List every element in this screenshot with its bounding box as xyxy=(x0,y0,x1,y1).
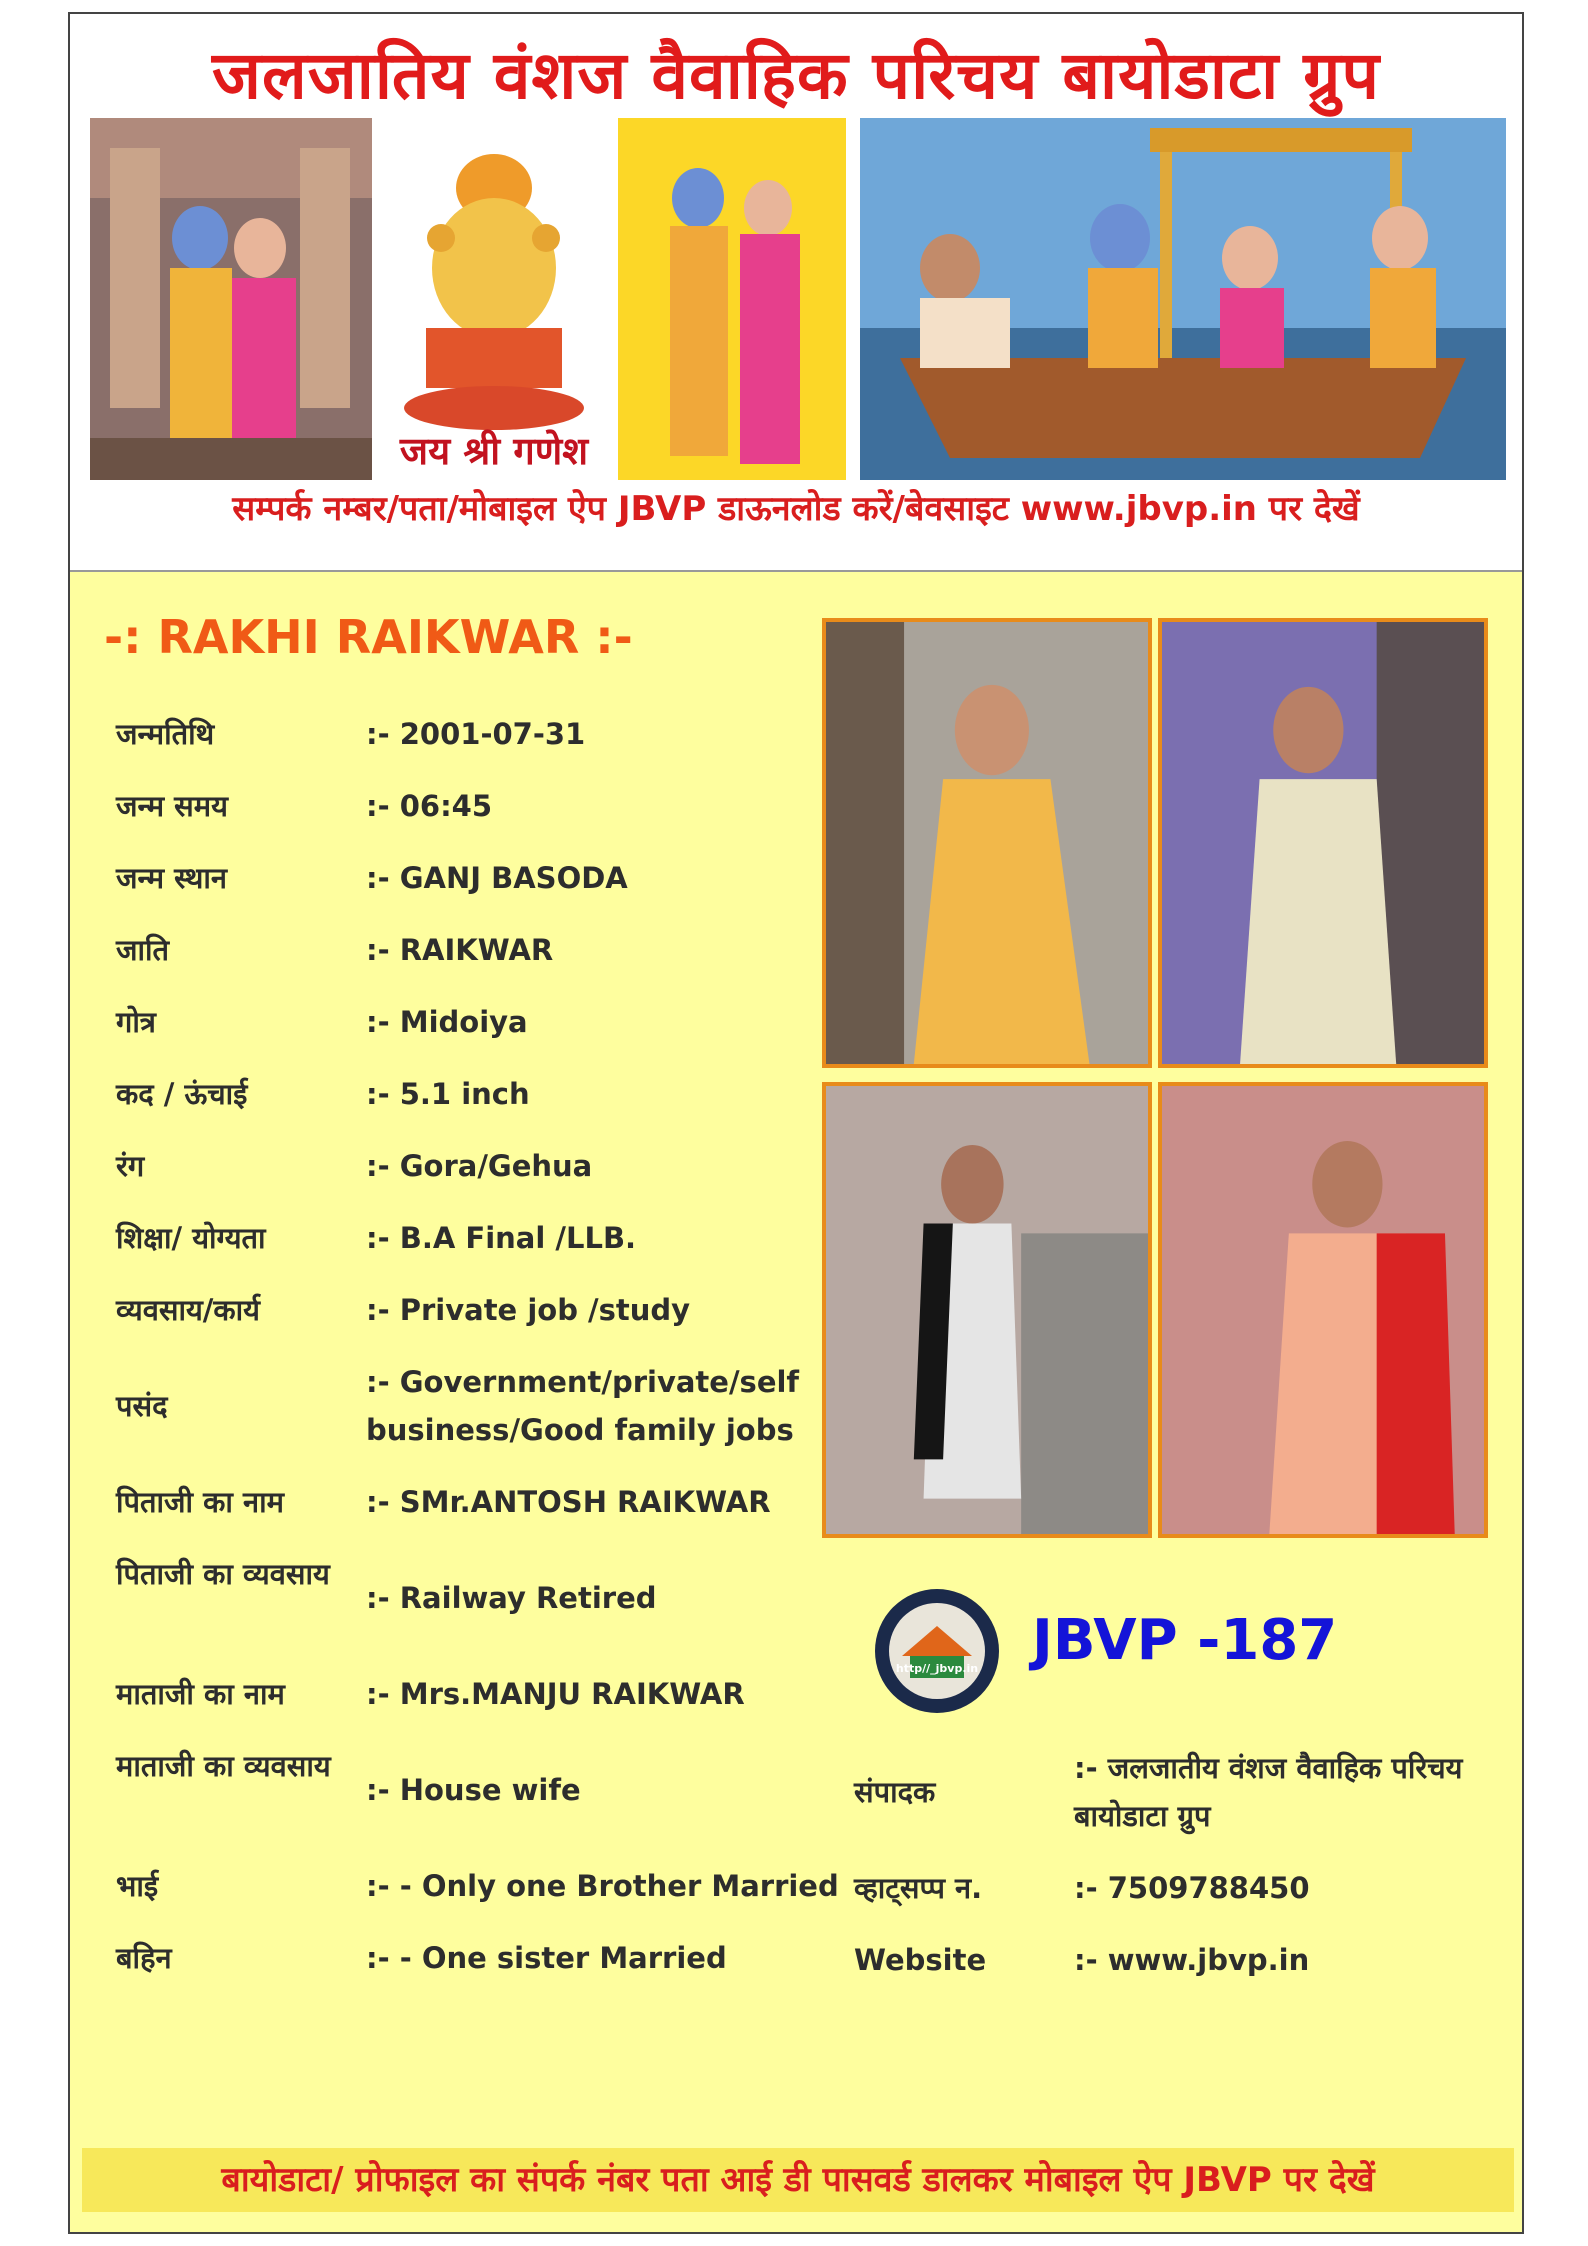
field-label: बहिन xyxy=(116,1941,172,1975)
field-label: भाई xyxy=(116,1869,159,1903)
contact-label: व्हाट्सप्प न. xyxy=(854,1871,983,1905)
field-value: :- Gora/Gehua xyxy=(366,1149,593,1183)
header-contact-line: सम्पर्क नम्बर/पता/मोबाइल ऐप JBVP डाऊनलोड करें/बेवसाइट www.jbvp.in पर देखें xyxy=(232,489,1360,529)
profile-photos xyxy=(822,618,1488,1538)
field-label: जन्म समय xyxy=(116,789,228,823)
jbvp-logo-text: http//_jbvp.in xyxy=(895,1662,979,1675)
contact-value: :- 7509788450 xyxy=(1074,1871,1310,1905)
field-label: कद / ऊंचाई xyxy=(116,1077,248,1111)
field-value: :- SMr.ANTOSH RAIKWAR xyxy=(366,1485,771,1519)
ganesh-picture xyxy=(386,118,602,480)
kevat-boat-picture xyxy=(860,118,1506,480)
field-value: :- - Only one Brother Married xyxy=(366,1869,839,1903)
ram-sita-wedding-picture xyxy=(90,118,372,480)
field-value: :- Government/private/self business/Good family jobs xyxy=(366,1365,800,1447)
field-label: जाति xyxy=(116,933,170,967)
field-value: :- House wife xyxy=(366,1773,581,1807)
field-label: गोत्र xyxy=(116,1005,156,1039)
jbvp-logo-icon xyxy=(872,1586,1002,1716)
field-value: :- 06:45 xyxy=(366,789,493,823)
field-value: :- 5.1 inch xyxy=(366,1077,530,1111)
profile-name: -: RAKHI RAIKWAR :- xyxy=(104,610,633,664)
deity-pictures xyxy=(90,118,1506,480)
contact-label: Website xyxy=(854,1943,987,1977)
field-label: व्यवसाय/कार्य xyxy=(116,1293,260,1327)
biodata-page xyxy=(68,12,1524,2234)
field-value: :- Midoiya xyxy=(366,1005,528,1039)
field-label: जन्मतिथि xyxy=(116,717,215,751)
field-label: जन्म स्थान xyxy=(116,861,228,895)
profile-photo-4 xyxy=(1158,1082,1488,1538)
contact-label: संपादक xyxy=(854,1775,936,1809)
ram-sita-picture xyxy=(618,118,846,480)
field-value: :- B.A Final /LLB. xyxy=(366,1221,637,1255)
field-value: :- RAIKWAR xyxy=(366,933,554,967)
field-value: :- - One sister Married xyxy=(366,1941,727,1975)
footer-banner: बायोडाटा/ प्रोफाइल का संपर्क नंबर पता आई डी पासवर्ड डालकर मोबाइल ऐप JBVP पर देखें xyxy=(82,2148,1514,2212)
profile-code: JBVP -187 xyxy=(1032,1608,1338,1673)
field-label: रंग xyxy=(116,1149,145,1183)
profile-photo-2 xyxy=(1158,618,1488,1068)
field-label: पसंद xyxy=(116,1389,168,1423)
field-label: पिताजी का नाम xyxy=(116,1485,284,1519)
field-value: :- 2001-07-31 xyxy=(366,717,586,751)
field-value: :- Railway Retired xyxy=(366,1581,657,1615)
profile-photo-1 xyxy=(822,618,1152,1068)
field-label: शिक्षा/ योग्यता xyxy=(116,1221,266,1255)
contact-value: :- www.jbvp.in xyxy=(1074,1943,1310,1977)
field-value: :- Mrs.MANJU RAIKWAR xyxy=(366,1677,745,1711)
field-label: माताजी का नाम xyxy=(116,1677,285,1711)
field-label: माताजी का व्यवसाय xyxy=(116,1749,331,1783)
field-value: :- GANJ BASODA xyxy=(366,861,628,895)
header-title: जलजातिय वंशज वैवाहिक परिचय बायोडाटा ग्रुप xyxy=(212,37,1380,114)
field-value: :- Private job /study xyxy=(366,1293,691,1327)
field-label: पिताजी का व्यवसाय xyxy=(116,1557,330,1591)
profile-photo-3 xyxy=(822,1082,1152,1538)
jai-shri-ganesh-caption: जय श्री गणेश xyxy=(399,429,589,473)
contact-value: :- जलजातीय वंशज वैवाहिक परिचय बायोडाटा ग्रुप xyxy=(1074,1751,1463,1833)
header-banner xyxy=(70,14,1522,572)
